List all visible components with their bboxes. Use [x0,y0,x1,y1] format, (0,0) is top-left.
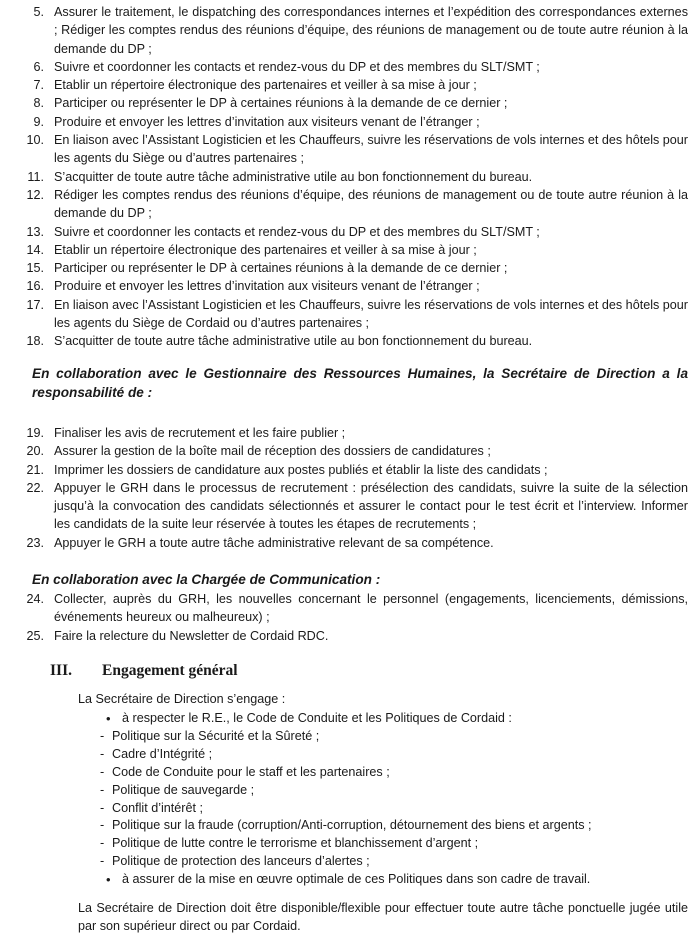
heading-ressources-humaines: En collaboration avec le Gestionnaire des Ressources Humaines, la Secrétaire de Direction a la responsabilité de : [32,366,688,400]
item-number: 22. [26,480,44,495]
item-text: Appuyer le GRH a toute autre tâche administrative relevant de sa compétence. [54,535,494,550]
policy-item [100,817,688,835]
item-text: Politique de protection des lanceurs d’alertes ; [112,854,370,869]
item-text: Rédiger les comptes rendus des réunions d’équipe, des réunions de management ou de toute autre réunion à la demande du DP ; [54,187,688,221]
item-text: Suivre et coordonner les contacts et rendez-vous du DP et des membres du SLT/SMT ; [54,59,540,74]
task-list-direction [10,3,688,351]
item-number: 17. [26,297,44,312]
task-item [10,58,688,76]
item-number: 20. [26,444,44,459]
item-text: Faire la relecture du Newsletter de Cordaid RDC. [54,628,329,643]
item-text: Politique sur la fraude (corruption/Anti-corruption, détournement des biens et argents ; [112,818,592,833]
item-text: Politique de lutte contre le terrorisme et blanchissement d’argent ; [112,836,479,851]
policy-item [100,746,688,764]
task-item [10,168,688,186]
policy-item [100,853,688,871]
dash-icon: - [100,782,105,797]
item-text: Suivre et coordonner les contacts et rendez-vous du DP et des membres du SLT/SMT ; [54,224,540,239]
item-number: 8. [33,96,44,111]
item-number: 14. [26,242,44,257]
dash-icon: - [100,764,105,779]
dash-icon: - [100,854,105,869]
task-item [10,186,688,223]
item-number: 10. [26,133,44,148]
item-text: Finaliser les avis de recrutement et les faire publier ; [54,426,346,440]
dash-icon: - [100,728,105,743]
task-item [10,442,688,460]
item-text: Imprimer les dossiers de candidature aux postes publiés et établir la liste des candidats ; [54,462,548,477]
item-text: Code de Conduite pour le staff et les partenaires ; [112,764,390,779]
item-number: 23. [26,535,44,550]
dash-icon: - [100,818,105,833]
section-heading [50,661,238,680]
task-item [10,534,688,552]
heading-communication: En collaboration avec la Chargée de Communication : [32,572,381,587]
intro-paragraph: La Secrétaire de Direction s’engage : [78,692,286,706]
task-item [10,3,688,58]
section-number: III. [50,662,72,679]
engagement-list [100,710,688,889]
item-number: 13. [26,224,44,239]
policy-item [100,835,688,853]
task-item [10,241,688,259]
task-item [10,259,688,277]
item-number: 7. [33,78,44,93]
item-number: 24. [26,592,44,606]
item-text: Participer ou représenter le DP à certaines réunions à la demande de ce dernier ; [54,96,508,111]
item-number: 15. [26,261,44,276]
item-text: Appuyer le GRH dans le processus de recrutement : présélection des candidats, suivre la suite de la sélection jusqu’à la convocation des candidats sélectionnés et assurer le contact pour le test écrit et l’interview. Informer les candidats de la suite leur réservée à toutes les étapes de recrutements ; [54,480,688,532]
policy-item [100,728,688,746]
item-number: 5. [33,5,44,19]
item-text: Politique sur la Sécurité et la Sûreté ; [112,728,320,743]
task-list-communication [10,590,688,645]
item-text: Etablir un répertoire électronique des partenaires et veiller à sa mise à jour ; [54,242,477,257]
item-text: Conflit d’intérêt ; [112,800,203,815]
item-text: Collecter, auprès du GRH, les nouvelles concernant le personnel (engagements, licenciements, démissions, événements heureux ou malheureux) ; [54,592,688,625]
task-item [10,590,688,627]
item-number: 19. [26,426,44,440]
item-number: 16. [26,279,44,294]
task-item [10,479,688,534]
engagement-item [100,871,688,889]
task-item [10,627,688,645]
item-text: S’acquitter de toute autre tâche administrative utile au bon fonctionnement du bureau. [54,334,533,349]
item-text: Produire et envoyer les lettres d’invitation aux visiteurs venant de l’étranger ; [54,114,480,129]
task-item [10,76,688,94]
item-text: Participer ou représenter le DP à certaines réunions à la demande de ce dernier ; [54,261,508,276]
item-number: 12. [26,187,44,202]
item-text: Cadre d’Intégrité ; [112,746,213,761]
dash-icon: - [100,836,105,851]
policy-item [100,782,688,800]
item-text: En liaison avec l’Assistant Logisticien et les Chauffeurs, suivre les réservations de vols internes et des hôtels pour les agents du Siège ou d’autres partenaires ; [54,133,688,166]
policy-item [100,764,688,782]
closing-paragraph: La Secrétaire de Direction doit être disponible/flexible pour effectuer toute autre tâche ponctuelle jugée utile par son supérieur direct ou par Cordaid. [78,901,688,933]
task-item [10,277,688,295]
item-number: 9. [33,114,44,129]
task-item [10,113,688,131]
item-text: En liaison avec l’Assistant Logisticien et les Chauffeurs, suivre les réservations de vols internes et des hôtels pour les agents du Siège de Cordaid ou d’autres partenaires ; [54,297,688,331]
bullet-icon: • [106,711,111,726]
task-item [10,131,688,168]
section-title: Engagement général [102,662,238,679]
engagement-item [100,710,688,728]
item-text: Assurer la gestion de la boîte mail de réception des dossiers de candidatures ; [54,444,491,459]
item-number: 11. [27,169,44,184]
task-item [10,296,688,333]
task-item [10,94,688,112]
item-text: S’acquitter de toute autre tâche administrative utile au bon fonctionnement du bureau. [54,169,533,184]
item-text: à respecter le R.E., le Code de Conduite et les Politiques de Cordaid : [122,711,512,725]
policy-item [100,800,688,818]
item-text: Assurer le traitement, le dispatching des correspondances internes et l’expédition des correspondances externes ; Rédiger les comptes rendus des réunions d’équipe, des réunions de management ou de toute autre réunion à la demande du DP ; [54,5,688,56]
task-item [10,332,688,350]
task-item [10,424,688,442]
item-text: Politique de sauvegarde ; [112,782,255,797]
task-list-rh [10,424,688,552]
bullet-icon: • [106,872,111,888]
item-number: 18. [26,334,44,349]
dash-icon: - [100,800,105,815]
task-item [10,461,688,479]
item-number: 25. [26,628,44,643]
item-text: Produire et envoyer les lettres d’invitation aux visiteurs venant de l’étranger ; [54,279,480,294]
dash-icon: - [100,746,105,761]
task-item [10,223,688,241]
item-text: à assurer de la mise en œuvre optimale de ces Politiques dans son cadre de travail. [122,872,591,887]
item-text: Etablir un répertoire électronique des partenaires et veiller à sa mise à jour ; [54,78,477,93]
item-number: 6. [33,59,44,74]
item-number: 21. [26,462,44,477]
